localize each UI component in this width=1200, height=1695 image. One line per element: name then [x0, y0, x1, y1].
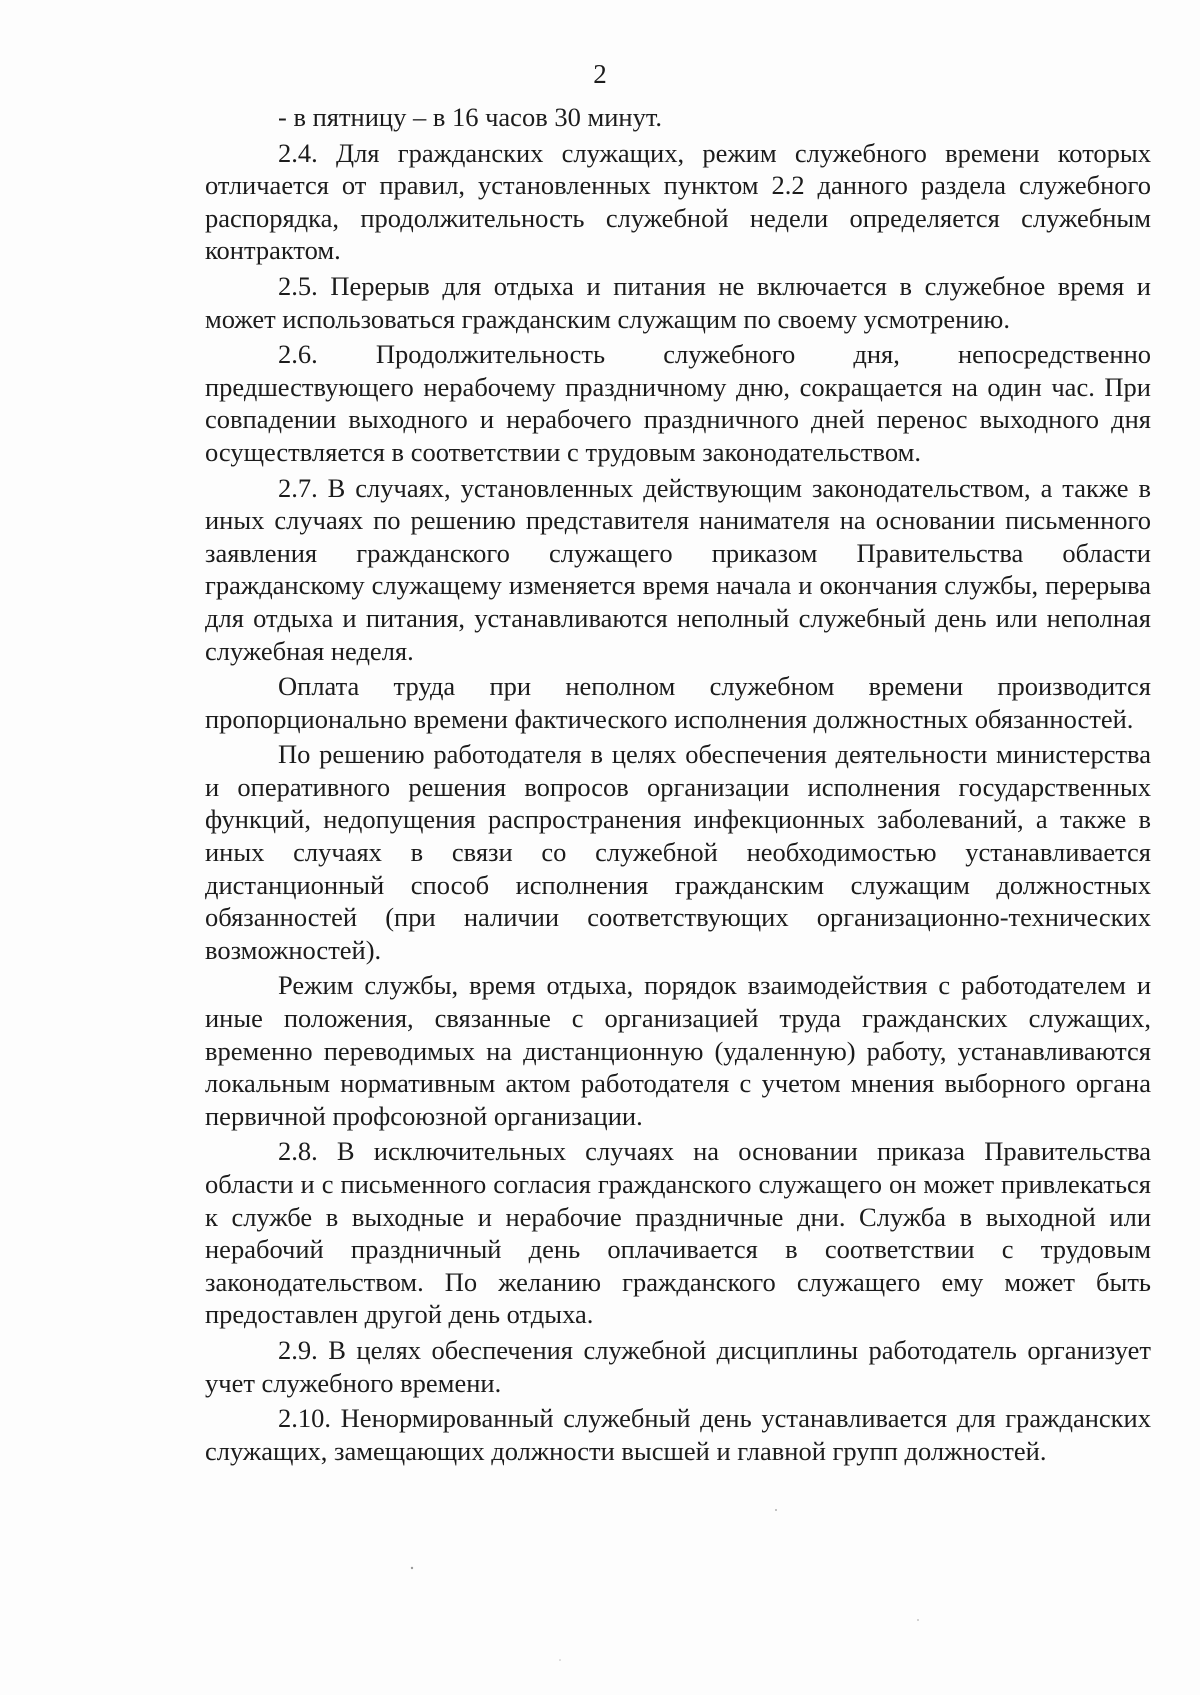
- paragraph-2-8: 2.8. В исключительных случаях на основании приказа Правительства области и с письменного согласия гражданского служащего он может привлекаться к службе в выходные и нерабочие праздничные дни. Служба в выходной или нерабочий праздничный день оплачивается в соответствии с трудовым законодательством. По желанию гражданского служащего ему может быть предоставлен другой день отдыха.: [205, 1136, 1151, 1330]
- paragraph-2-4: 2.4. Для гражданских служащих, режим служебного времени которых отличается от правил, установленных пунктом 2.2 данного раздела служебного распорядка, продолжительность служебной недели определяется служебным контрактом.: [205, 137, 1151, 266]
- paragraph-2-6: 2.6. Продолжительность служебного дня, непосредственно предшествующего нерабочему праздничному дню, сокращается на один час. При совпадении выходного и нерабочего праздничного дней перенос выходного дня осуществляется в соответствии с трудовым законодательством.: [205, 339, 1151, 467]
- paragraph-2-5: 2.5. Перерыв для отдыха и питания не включается в служебное время и может использоваться гражданским служащим по своему усмотрению.: [205, 270, 1151, 334]
- paragraph-2-7-remote-regime: Режим службы, время отдыха, порядок взаимодействия с работодателем и иные положения, связанные с организацией труда гражданских служащих, временно переводимых на дистанционную (удаленную) работу, устанавливаются локальным нормативным актом работодателя с учетом мнения выборного органа первичной профсоюзной организации.: [205, 970, 1151, 1131]
- paragraph-2-10: 2.10. Ненормированный служебный день устанавливается для гражданских служащих, замещающих должности высшей и главной групп должностей.: [205, 1403, 1151, 1466]
- paragraph-2-7-payment: Оплата труда при неполном служебном времени производится пропорционально времени фактического исполнения должностных обязанностей.: [205, 671, 1151, 734]
- paragraph-2-7: 2.7. В случаях, установленных действующим законодательством, а также в иных случаях по решению представителя нанимателя на основании письменного заявления гражданского служащего приказом Правительства области гражданскому служащему изменяется время начала и окончания службы, перерыва для отдыха и питания, устанавливаются неполный служебный день или неполная служебная неделя.: [205, 472, 1151, 666]
- paragraph-2-7-remote-work: По решению работодателя в целях обеспечения деятельности министерства и оперативного решения вопросов организации исполнения государственных функций, недопущения распространения инфекционных заболеваний, а также в иных случаях в связи со служебной необходимостью устанавливается дистанционный способ исполнения гражданским служащим должностных обязанностей (при наличии соответствующих организационно-технических возможностей).: [205, 739, 1151, 965]
- paragraph-2-9: 2.9. В целях обеспечения служебной дисциплины работодатель организует учет служебного времени.: [205, 1334, 1151, 1398]
- page-number: 2: [593, 59, 607, 89]
- document-body: [205, 101, 1151, 1467]
- paragraph-friday-hours: - в пятницу – в 16 часов 30 минут.: [278, 102, 663, 132]
